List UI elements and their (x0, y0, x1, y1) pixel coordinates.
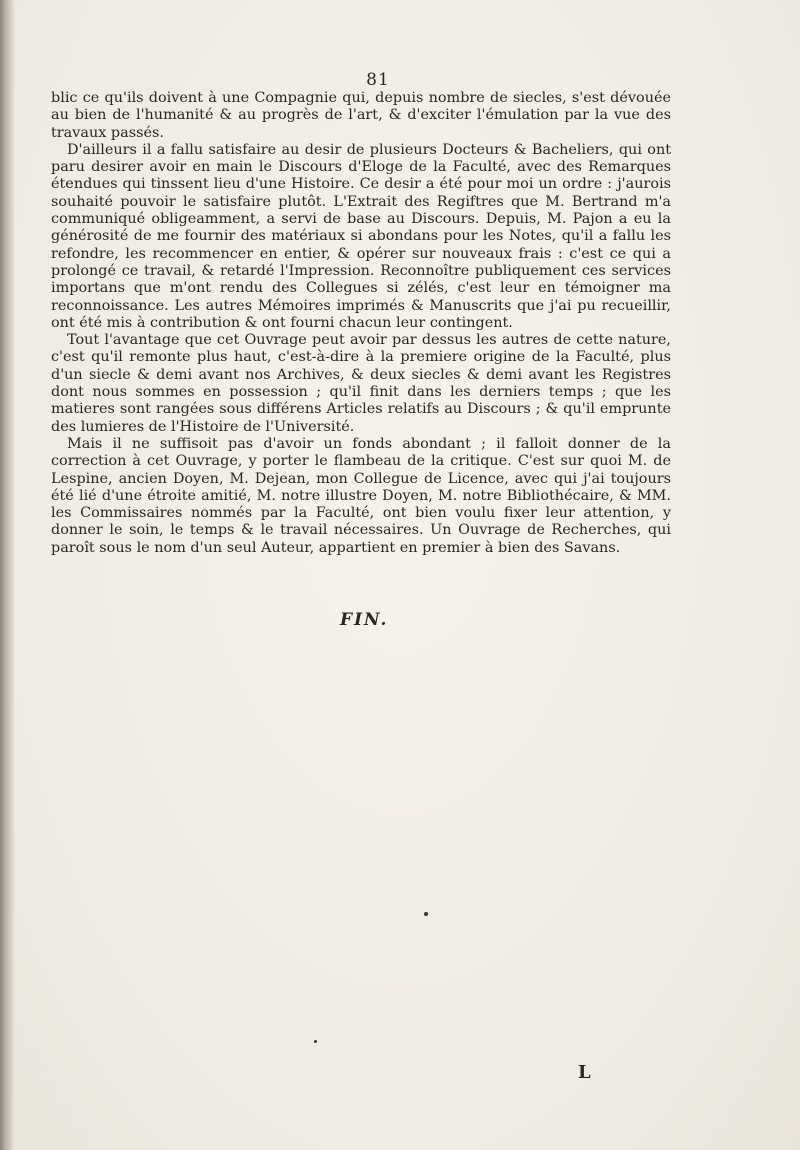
binding-edge (0, 0, 14, 1150)
signature-mark: L (578, 1062, 591, 1083)
ink-speck (314, 1040, 317, 1043)
paragraph-2: D'ailleurs il a fallu satisfaire au desir de plusieurs Docteurs & Bacheliers, qui ont paru desirer avoir en main le Discours d'Eloge de la Faculté, avec des Remarques étendues qui tinssent lieu d'une Histoire. Ce desir a été pour moi un ordre : j'aurois souhaité pouvoir le satisfaire plutôt. L'Extrait des Regiftres que M. Bertrand m'a communiqué obligeamment, a servi de base au Discours. Depuis, M. Pajon a eu la générosité de me fournir des matériaux si abondans pour les Notes, qu'il a fallu les refondre, les recommencer en entier, & opérer sur nouveaux frais : c'est ce qui a prolongé ce travail, & retardé l'Impression. Reconnoître publiquement ces services importans que m'ont rendu des Collegues si zélés, c'est leur en témoigner ma reconnoissance. Les autres Mémoires imprimés & Manuscrits que j'ai pu recueillir, ont été mis à contribution & ont fourni chacun leur contingent. (51, 141, 671, 331)
finis-mark: FIN. (340, 610, 389, 630)
paragraph-3: Tout l'avantage que cet Ouvrage peut avoir par dessus les autres de cette nature, c'est qu'il remonte plus haut, c'est-à-dire à la premiere origine de la Faculté, plus d'un siecle & demi avant nos Archives, & deux siecles & demi avant les Registres dont nous sommes en possession ; qu'il finit dans les derniers temps ; que les matieres sont rangées sous différens Articles relatifs au Discours ; & qu'il emprunte des lumieres de l'Histoire de l'Université. (51, 332, 671, 435)
page-number: 81 (366, 70, 390, 90)
paragraph-4: Mais il ne suffisoit pas d'avoir un fonds abondant ; il falloit donner de la correction à cet Ouvrage, y porter le flambeau de la critique. C'est sur quoi M. de Lespine, ancien Doyen, M. Dejean, mon Collegue de Licence, avec qui j'ai toujours été lié d'une étroite amitié, M. notre illustre Doyen, M. notre Bibliothécaire, & MM. les Commissaires nommés par la Faculté, ont bien voulu fixer leur attention, y donner le soin, le temps & le travail nécessaires. Un Ouvrage de Recherches, qui paroît sous le nom d'un seul Auteur, appartient en premier à bien des Savans. (51, 435, 671, 556)
body-text (51, 90, 671, 557)
ink-speck (424, 912, 428, 916)
paragraph-1: blic ce qu'ils doivent à une Compagnie qui, depuis nombre de siecles, s'est dévouée au bien de l'humanité & au progrès de l'art, & d'exciter l'émulation par la vue des travaux passés. (51, 90, 671, 141)
